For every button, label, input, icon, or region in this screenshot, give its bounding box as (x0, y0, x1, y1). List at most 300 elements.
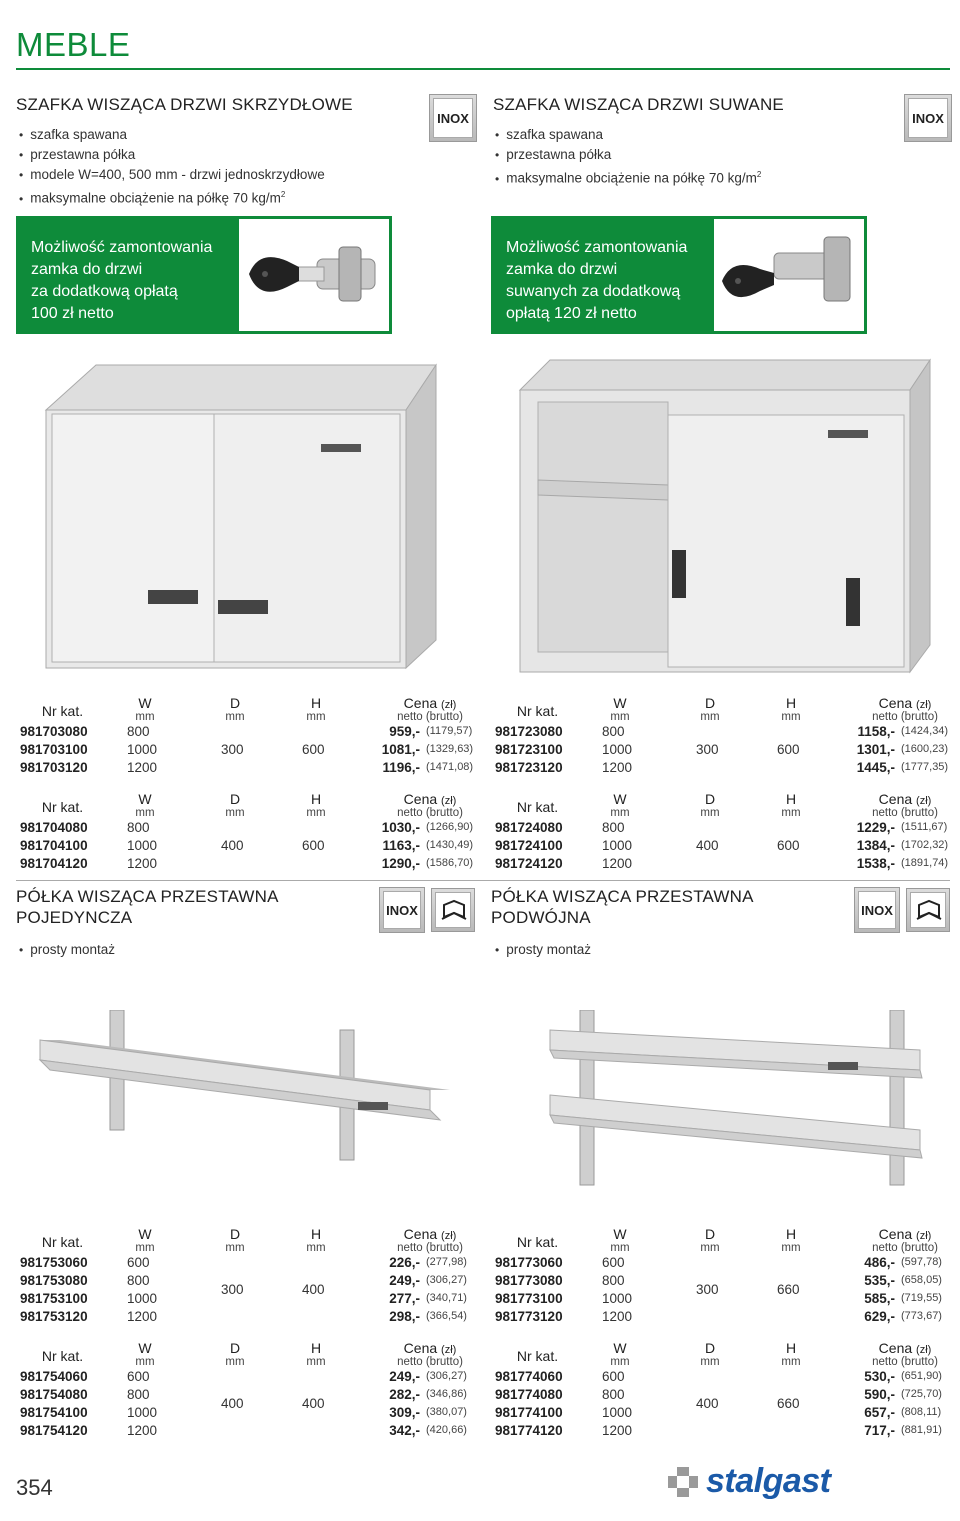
stalgast-logo (668, 1462, 831, 1501)
header-netto: netto (brutto) (872, 807, 938, 819)
stalgast-logo-icon (668, 1467, 698, 1497)
table-h-value: 660 (777, 1396, 800, 1411)
table-h-value: 600 (777, 838, 800, 853)
lock-info-line: zamka do drzwi (506, 261, 618, 278)
header-w (125, 1340, 165, 1369)
table-row-nr: 981774120 (495, 1423, 563, 1438)
header-nr: Nr kat. (41, 703, 84, 719)
header-d-label: D (704, 1340, 716, 1356)
header-w (125, 791, 165, 820)
header-w (600, 791, 640, 820)
table-row-w: 1000 (602, 1291, 633, 1306)
table-row-price: 277,- (389, 1291, 420, 1306)
header-w (600, 1226, 640, 1255)
header-cena (380, 1226, 480, 1255)
inox-badge-label: INOX (383, 891, 421, 929)
header-cena (380, 791, 480, 820)
table-row-nr: 981753060 (20, 1255, 88, 1270)
header-nr: Nr kat. (516, 703, 559, 719)
header-cena (380, 695, 480, 724)
lock-info-box (491, 216, 867, 334)
header-nr: Nr kat. (41, 799, 84, 815)
table-row-w: 1000 (127, 742, 158, 757)
table-row-price: 959,- (389, 724, 420, 739)
header-cena-label: Cena (878, 1340, 917, 1356)
table-row-w: 1200 (602, 760, 633, 775)
table-row-nr: 981724100 (495, 838, 563, 853)
table-row-nr: 981724120 (495, 856, 563, 871)
table-row-price: 1445,- (856, 760, 895, 775)
header-w-label: W (138, 695, 152, 711)
table-row-brutto: (340,71) (426, 1292, 467, 1304)
table-row-price: 1163,- (382, 838, 420, 853)
header-w (125, 695, 165, 724)
header-h (296, 695, 336, 724)
header-netto: netto (brutto) (872, 1242, 938, 1254)
header-h (296, 1340, 336, 1369)
table-row-nr: 981774060 (495, 1369, 563, 1384)
header-w (600, 1340, 640, 1369)
table-h-value: 600 (302, 838, 325, 853)
table-row-w: 1000 (602, 1405, 633, 1420)
page-title: MEBLE (16, 26, 131, 63)
table-row-nr: 981754100 (20, 1405, 88, 1420)
table-row-brutto: (719,55) (901, 1292, 942, 1304)
table-row-price: 342,- (389, 1423, 420, 1438)
header-d-unit: mm (225, 1356, 245, 1368)
header-d-unit: mm (225, 711, 245, 723)
double-shelf-image (510, 1010, 930, 1220)
header-h-label: H (310, 1340, 322, 1356)
header-h (296, 791, 336, 820)
header-cena (855, 1226, 955, 1255)
table-row-w: 1200 (127, 760, 158, 775)
header-nr: Nr kat. (516, 1234, 559, 1250)
table-row-brutto: (1266,90) (426, 821, 474, 833)
table-row-price: 309,- (389, 1405, 420, 1420)
lock-info-line: opłatą 120 zł netto (506, 305, 637, 322)
header-cena-label: Cena (878, 791, 917, 807)
table-row-price: 629,- (864, 1309, 895, 1324)
header-netto: netto (brutto) (397, 1356, 463, 1368)
shelf-single-bullets (19, 940, 115, 960)
header-h-label: H (310, 1226, 322, 1242)
table-row-w: 1200 (602, 856, 633, 871)
table-row-brutto: (420,66) (426, 1424, 467, 1436)
table-row-brutto: (597,78) (901, 1256, 942, 1268)
table-row-price: 1384,- (856, 838, 895, 853)
table-row-w: 600 (602, 1255, 625, 1270)
header-h-unit: mm (781, 1242, 801, 1254)
header-h-label: H (310, 791, 322, 807)
lock-key-image (239, 219, 389, 331)
table-row-nr: 981773120 (495, 1309, 563, 1324)
price-table (495, 1340, 950, 1445)
header-cena-unit: (zł) (441, 1230, 457, 1242)
table-row-price: 1158,- (857, 724, 895, 739)
header-d-unit: mm (700, 1356, 720, 1368)
header-d (690, 695, 730, 724)
table-row-w: 800 (602, 724, 625, 739)
brand-name: stalgast (706, 1462, 831, 1500)
header-h-unit: mm (306, 711, 326, 723)
table-row-nr: 981704080 (20, 820, 88, 835)
table-row-w: 800 (127, 1387, 150, 1402)
price-table (20, 791, 480, 876)
manual-book-icon (906, 888, 950, 932)
lock-info-line: Możliwość zamontowania (506, 239, 688, 256)
header-w-unit: mm (135, 1356, 155, 1368)
table-row-nr: 981753080 (20, 1273, 88, 1288)
section-divider (16, 880, 950, 881)
header-d (215, 1226, 255, 1255)
table-row-price: 1301,- (856, 742, 895, 757)
table-row-nr: 981724080 (495, 820, 563, 835)
table-row-price: 1538,- (856, 856, 895, 871)
header-d-label: D (229, 695, 241, 711)
header-w-unit: mm (610, 711, 630, 723)
table-row-price: 1290,- (381, 856, 420, 871)
header-cena-unit: (zł) (441, 699, 457, 711)
lock-info-text (19, 219, 239, 331)
bullet-item: • prosty montaż (19, 940, 115, 960)
table-row-w: 800 (127, 1273, 150, 1288)
header-w-label: W (613, 695, 627, 711)
header-h (296, 1226, 336, 1255)
header-w-unit: mm (135, 711, 155, 723)
table-h-value: 400 (302, 1396, 325, 1411)
header-cena-unit: (zł) (916, 795, 932, 807)
shelf-single-title (16, 886, 279, 928)
right-cabinet-bullets (495, 125, 761, 189)
table-row-price: 298,- (389, 1309, 420, 1324)
header-nr: Nr kat. (41, 1234, 84, 1250)
header-d (690, 791, 730, 820)
header-w-label: W (613, 1340, 627, 1356)
table-h-value: 600 (777, 742, 800, 757)
inox-badge-icon (379, 887, 425, 933)
inox-badge-label: INOX (908, 98, 948, 138)
header-w-label: W (138, 1340, 152, 1356)
table-h-value: 400 (302, 1282, 325, 1297)
table-row-nr: 981754120 (20, 1423, 88, 1438)
table-row-w: 1000 (602, 838, 633, 853)
table-row-nr: 981754060 (20, 1369, 88, 1384)
bullet-item: • przestawna półka (19, 145, 325, 165)
table-d-value: 400 (696, 1396, 719, 1411)
table-row-w: 800 (127, 724, 150, 739)
manual-book-icon (431, 888, 475, 932)
header-d (690, 1226, 730, 1255)
table-row-price: 486,- (864, 1255, 895, 1270)
table-d-value: 300 (696, 1282, 719, 1297)
table-row-brutto: (306,27) (426, 1274, 467, 1286)
header-w-unit: mm (610, 1242, 630, 1254)
table-row-brutto: (1471,08) (426, 761, 474, 773)
header-netto: netto (brutto) (397, 711, 463, 723)
table-row-nr: 981723100 (495, 742, 563, 757)
table-row-nr: 981704100 (20, 838, 88, 853)
table-row-w: 800 (127, 820, 150, 835)
header-w-label: W (613, 1226, 627, 1242)
table-row-nr: 981723120 (495, 760, 563, 775)
header-w-unit: mm (135, 1242, 155, 1254)
table-row-brutto: (380,07) (426, 1406, 467, 1418)
table-row-nr: 981753120 (20, 1309, 88, 1324)
header-w-unit: mm (610, 807, 630, 819)
table-row-brutto: (306,27) (426, 1370, 467, 1382)
bullet-item: • prosty montaż (495, 940, 591, 960)
header-cena-label: Cena (403, 1226, 442, 1242)
header-d (215, 1340, 255, 1369)
header-cena-unit: (zł) (441, 1344, 457, 1356)
header-w-unit: mm (610, 1356, 630, 1368)
table-d-value: 300 (221, 742, 244, 757)
bullet-item (495, 165, 761, 189)
left-cabinet-bullets (19, 125, 325, 209)
bullet-item: • modele W=400, 500 mm - drzwi jednoskrzydłowe (19, 165, 325, 185)
table-row-brutto: (881,91) (901, 1424, 942, 1436)
header-w-unit: mm (135, 807, 155, 819)
header-h (771, 791, 811, 820)
table-row-price: 657,- (864, 1405, 895, 1420)
table-row-brutto: (1702,32) (901, 839, 949, 851)
table-row-brutto: (658,05) (901, 1274, 942, 1286)
header-d (215, 791, 255, 820)
table-row-price: 585,- (864, 1291, 895, 1306)
lock-key-image (714, 219, 864, 331)
table-row-brutto: (346,86) (426, 1388, 467, 1400)
header-d-label: D (229, 791, 241, 807)
bullet-item: • szafka spawana (19, 125, 325, 145)
table-row-price: 249,- (389, 1273, 420, 1288)
header-cena-unit: (zł) (441, 795, 457, 807)
lock-info-text (494, 219, 714, 331)
header-d-unit: mm (225, 807, 245, 819)
table-row-brutto: (1511,67) (901, 821, 948, 833)
bullet-item: • szafka spawana (495, 125, 761, 145)
table-row-nr: 981773080 (495, 1273, 563, 1288)
table-row-nr: 981774100 (495, 1405, 563, 1420)
header-cena-label: Cena (403, 791, 442, 807)
header-netto: netto (brutto) (397, 1242, 463, 1254)
header-h-unit: mm (306, 1242, 326, 1254)
table-row-price: 1030,- (381, 820, 420, 835)
header-cena-label: Cena (878, 695, 917, 711)
header-cena-unit: (zł) (916, 699, 932, 711)
header-cena (855, 791, 955, 820)
lock-info-line: Możliwość zamontowania (31, 239, 213, 256)
header-divider (16, 68, 950, 70)
inox-badge-icon (429, 94, 477, 142)
right-cabinet-title: SZAFKA WISZĄCA DRZWI SUWANE (493, 95, 784, 114)
header-w-label: W (613, 791, 627, 807)
table-row-brutto: (1329,63) (426, 743, 474, 755)
table-row-w: 1000 (602, 742, 633, 757)
header-w (125, 1226, 165, 1255)
lock-info-line: suwanych za dodatkową (506, 283, 681, 300)
shelf-double-bullets (495, 940, 591, 960)
table-row-brutto: (725,70) (901, 1388, 942, 1400)
header-h-unit: mm (781, 1356, 801, 1368)
price-table (495, 695, 950, 780)
header-d-label: D (229, 1340, 241, 1356)
header-d-unit: mm (700, 711, 720, 723)
shelf-double-title (491, 886, 754, 928)
inox-badge-label: INOX (858, 891, 896, 929)
header-h-label: H (310, 695, 322, 711)
table-row-nr: 981754080 (20, 1387, 88, 1402)
header-h-label: H (785, 695, 797, 711)
superscript: 2 (280, 190, 286, 199)
table-row-w: 1200 (127, 856, 158, 871)
bullet-text: maksymalne obciążenie na półkę 70 kg/m (506, 170, 757, 186)
bullet-text: maksymalne obciążenie na półkę 70 kg/m (30, 190, 281, 206)
title-line: PÓŁKA WISZĄCA PRZESTAWNA (491, 887, 754, 906)
table-row-brutto: (1430,49) (426, 839, 474, 851)
table-row-nr: 981773060 (495, 1255, 563, 1270)
header-d-label: D (229, 1226, 241, 1242)
title-line: PODWÓJNA (491, 908, 591, 927)
table-row-w: 1200 (127, 1309, 158, 1324)
table-row-w: 1000 (127, 1405, 158, 1420)
header-cena (855, 1340, 955, 1369)
header-cena-unit: (zł) (916, 1230, 932, 1242)
table-row-brutto: (1891,74) (901, 857, 949, 869)
header-netto: netto (brutto) (872, 711, 938, 723)
header-h-unit: mm (306, 807, 326, 819)
inox-badge-icon (854, 887, 900, 933)
header-cena-label: Cena (878, 1226, 917, 1242)
table-row-price: 1229,- (856, 820, 895, 835)
header-h-label: H (785, 1340, 797, 1356)
table-d-value: 300 (221, 1282, 244, 1297)
table-row-nr: 981773100 (495, 1291, 563, 1306)
table-row-nr: 981704120 (20, 856, 88, 871)
header-d-label: D (704, 791, 716, 807)
table-d-value: 400 (221, 838, 244, 853)
header-h-unit: mm (306, 1356, 326, 1368)
header-nr: Nr kat. (516, 799, 559, 815)
header-h-label: H (785, 1226, 797, 1242)
single-shelf-image (30, 1010, 450, 1220)
header-cena (380, 1340, 480, 1369)
table-h-value: 600 (302, 742, 325, 757)
table-row-price: 249,- (389, 1369, 420, 1384)
inox-badge-icon (904, 94, 952, 142)
bullet-item: • przestawna półka (495, 145, 761, 165)
table-row-w: 1000 (127, 838, 158, 853)
header-h-unit: mm (781, 711, 801, 723)
table-row-w: 600 (127, 1369, 150, 1384)
header-h-unit: mm (781, 807, 801, 819)
table-row-brutto: (773,67) (901, 1310, 942, 1322)
table-row-price: 535,- (864, 1273, 895, 1288)
table-row-w: 800 (602, 1273, 625, 1288)
table-row-nr: 981753100 (20, 1291, 88, 1306)
header-h (771, 1340, 811, 1369)
header-w (600, 695, 640, 724)
table-row-w: 1000 (127, 1291, 158, 1306)
header-cena-label: Cena (403, 1340, 442, 1356)
header-d-unit: mm (225, 1242, 245, 1254)
table-row-w: 800 (602, 1387, 625, 1402)
table-row-brutto: (1586,70) (426, 857, 474, 869)
price-table (495, 791, 950, 876)
header-cena-unit: (zł) (916, 1344, 932, 1356)
table-row-w: 800 (602, 820, 625, 835)
table-row-price: 226,- (389, 1255, 420, 1270)
title-line: POJEDYNCZA (16, 908, 133, 927)
table-row-brutto: (1179,57) (426, 725, 473, 737)
sliding-cabinet-image (510, 350, 940, 675)
table-row-nr: 981774080 (495, 1387, 563, 1402)
table-d-value: 400 (221, 1396, 244, 1411)
table-row-brutto: (651,90) (901, 1370, 942, 1382)
table-h-value: 660 (777, 1282, 800, 1297)
price-table (20, 1226, 480, 1331)
header-d-unit: mm (700, 1242, 720, 1254)
table-row-nr: 981703080 (20, 724, 88, 739)
header-nr: Nr kat. (516, 1348, 559, 1364)
table-row-price: 282,- (389, 1387, 420, 1402)
lock-info-box (16, 216, 392, 334)
table-row-price: 1196,- (382, 760, 420, 775)
table-row-w: 600 (602, 1369, 625, 1384)
table-row-brutto: (1600,23) (901, 743, 949, 755)
title-line: PÓŁKA WISZĄCA PRZESTAWNA (16, 887, 279, 906)
lock-info-line: 100 zł netto (31, 305, 114, 322)
price-table (20, 695, 480, 780)
table-row-brutto: (808,11) (901, 1406, 942, 1418)
header-h (771, 1226, 811, 1255)
table-row-w: 1200 (602, 1309, 633, 1324)
left-cabinet-title: SZAFKA WISZĄCA DRZWI SKRZYDŁOWE (16, 95, 353, 114)
header-w-label: W (138, 1226, 152, 1242)
bullet-item (19, 185, 325, 209)
header-d (215, 695, 255, 724)
header-netto: netto (brutto) (397, 807, 463, 819)
table-d-value: 300 (696, 742, 719, 757)
table-row-price: 717,- (864, 1423, 895, 1438)
table-row-w: 1200 (602, 1423, 633, 1438)
table-row-price: 590,- (864, 1387, 895, 1402)
table-row-nr: 981703100 (20, 742, 88, 757)
header-h-label: H (785, 791, 797, 807)
superscript: 2 (756, 170, 762, 179)
header-w-label: W (138, 791, 152, 807)
table-row-brutto: (1424,34) (901, 725, 949, 737)
header-cena (855, 695, 955, 724)
header-d (690, 1340, 730, 1369)
price-table (20, 1340, 480, 1445)
table-row-w: 600 (127, 1255, 150, 1270)
page-number: 354 (16, 1475, 53, 1500)
table-row-brutto: (366,54) (426, 1310, 467, 1322)
price-table (495, 1226, 950, 1331)
header-cena-label: Cena (403, 695, 442, 711)
header-d-label: D (704, 695, 716, 711)
inox-badge-label: INOX (433, 98, 473, 138)
lock-info-line: zamka do drzwi (31, 261, 143, 278)
table-row-brutto: (1777,35) (901, 761, 949, 773)
hinged-cabinet-image (36, 350, 456, 675)
table-row-nr: 981703120 (20, 760, 88, 775)
table-row-price: 530,- (864, 1369, 895, 1384)
header-nr: Nr kat. (41, 1348, 84, 1364)
table-d-value: 400 (696, 838, 719, 853)
header-d-label: D (704, 1226, 716, 1242)
